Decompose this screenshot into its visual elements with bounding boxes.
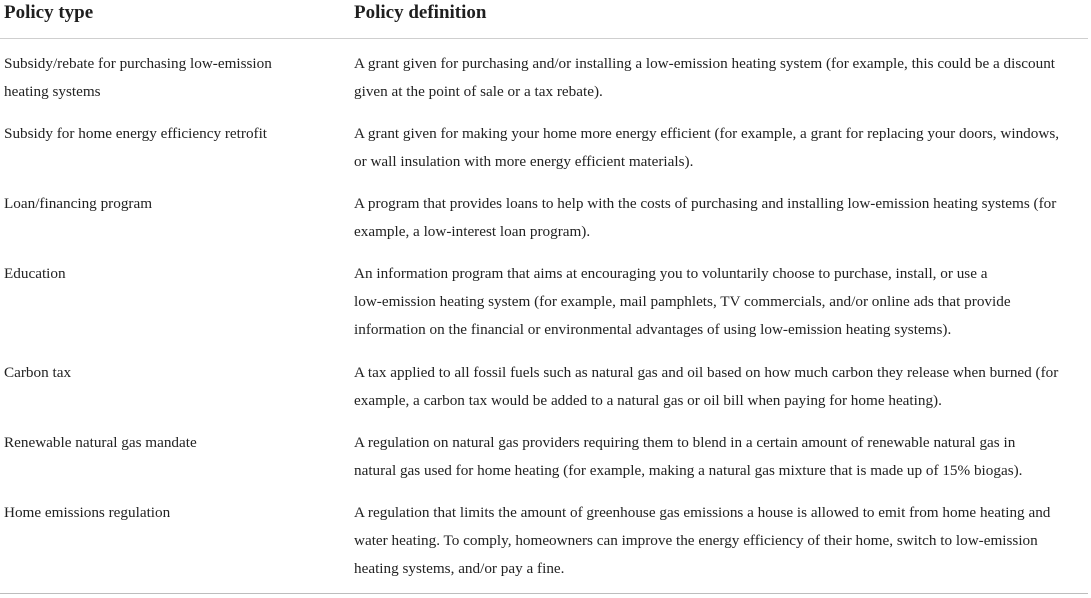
policy-definition-line: A grant given for making your home more energy efficient (for example, a grant for replacing your doors, windows,: [354, 125, 1060, 142]
policy-definition-line: water heating. To comply, homeowners can improve the energy efficiency of their home, switch to low-emission: [354, 532, 1038, 549]
policy-definition-cell: [354, 120, 1088, 176]
policy-type-line: Carbon tax: [4, 364, 72, 381]
table-row: [0, 120, 1088, 190]
policy-definition-cell: [354, 190, 1088, 246]
policy-type-line: heating systems: [4, 83, 101, 100]
header-policy-definition: Policy definition: [354, 2, 487, 23]
policy-type-cell: [0, 499, 354, 527]
policy-definition-line: given at the point of sale or a tax rebate).: [354, 83, 603, 100]
policy-definition-line: or wall insulation with more energy efficient materials).: [354, 153, 694, 170]
policy-type-line: Home emissions regulation: [4, 504, 171, 521]
policy-type-cell: [0, 429, 354, 457]
policy-definition-cell: [354, 499, 1088, 583]
policy-type-line: Subsidy/rebate for purchasing low-emission: [4, 55, 272, 72]
policy-type-line: Loan/financing program: [4, 195, 153, 212]
policy-type-line: Subsidy for home energy efficiency retrofit: [4, 125, 268, 142]
policy-definition-cell: [354, 50, 1088, 106]
policy-definition-line: An information program that aims at encouraging you to voluntarily choose to purchase, install, or use a: [354, 265, 988, 282]
policy-definition-line: A regulation on natural gas providers requiring them to blend in a certain amount of renewable natural gas in: [354, 434, 1016, 451]
policy-type-cell: [0, 260, 354, 288]
table-row: [0, 499, 1088, 580]
table-body: [0, 39, 1088, 580]
table-row: [0, 429, 1088, 499]
policy-type-cell: [0, 50, 354, 106]
table-row: [0, 260, 1088, 359]
policy-definition-cell: [354, 429, 1088, 485]
policy-definition-line: A program that provides loans to help with the costs of purchasing and installing low-emission heating systems (for: [354, 195, 1057, 212]
table-row: [0, 50, 1088, 120]
table-row: [0, 359, 1088, 429]
policy-definition-line: heating systems, and/or pay a fine.: [354, 560, 565, 577]
policy-definition-line: example, a low-interest loan program).: [354, 223, 591, 240]
policy-type-line: Renewable natural gas mandate: [4, 434, 197, 451]
policy-type-cell: [0, 190, 354, 218]
policy-definition-cell: [354, 260, 1088, 344]
policy-type-line: Education: [4, 265, 66, 282]
header-policy-type: Policy type: [4, 2, 94, 23]
policy-definition-line: A grant given for purchasing and/or installing a low-emission heating system (for example, this could be a discount: [354, 55, 1056, 72]
policy-definition-line: A tax applied to all fossil fuels such as natural gas and oil based on how much carbon they release when burned (for: [354, 364, 1059, 381]
policy-definition-line: example, a carbon tax would be added to a natural gas or oil bill when paying for home heating).: [354, 392, 942, 409]
policy-definition-cell: [354, 359, 1088, 415]
table-row: [0, 190, 1088, 260]
table-bottom-rule: [0, 593, 1088, 594]
table-header-row: [0, 0, 1088, 39]
policy-definition-line: information on the financial or environmental advantages of using low-emission heating systems).: [354, 321, 952, 338]
policy-type-cell: [0, 359, 354, 387]
policy-type-cell: [0, 120, 354, 148]
policy-definition-line: low-emission heating system (for example, mail pamphlets, TV commercials, and/or online ads that provide: [354, 293, 1011, 310]
policy-definition-line: A regulation that limits the amount of greenhouse gas emissions a house is allowed to emit from home heating and: [354, 504, 1051, 521]
policy-definition-line: natural gas used for home heating (for example, making a natural gas mixture that is made up of 15% biogas).: [354, 462, 1023, 479]
